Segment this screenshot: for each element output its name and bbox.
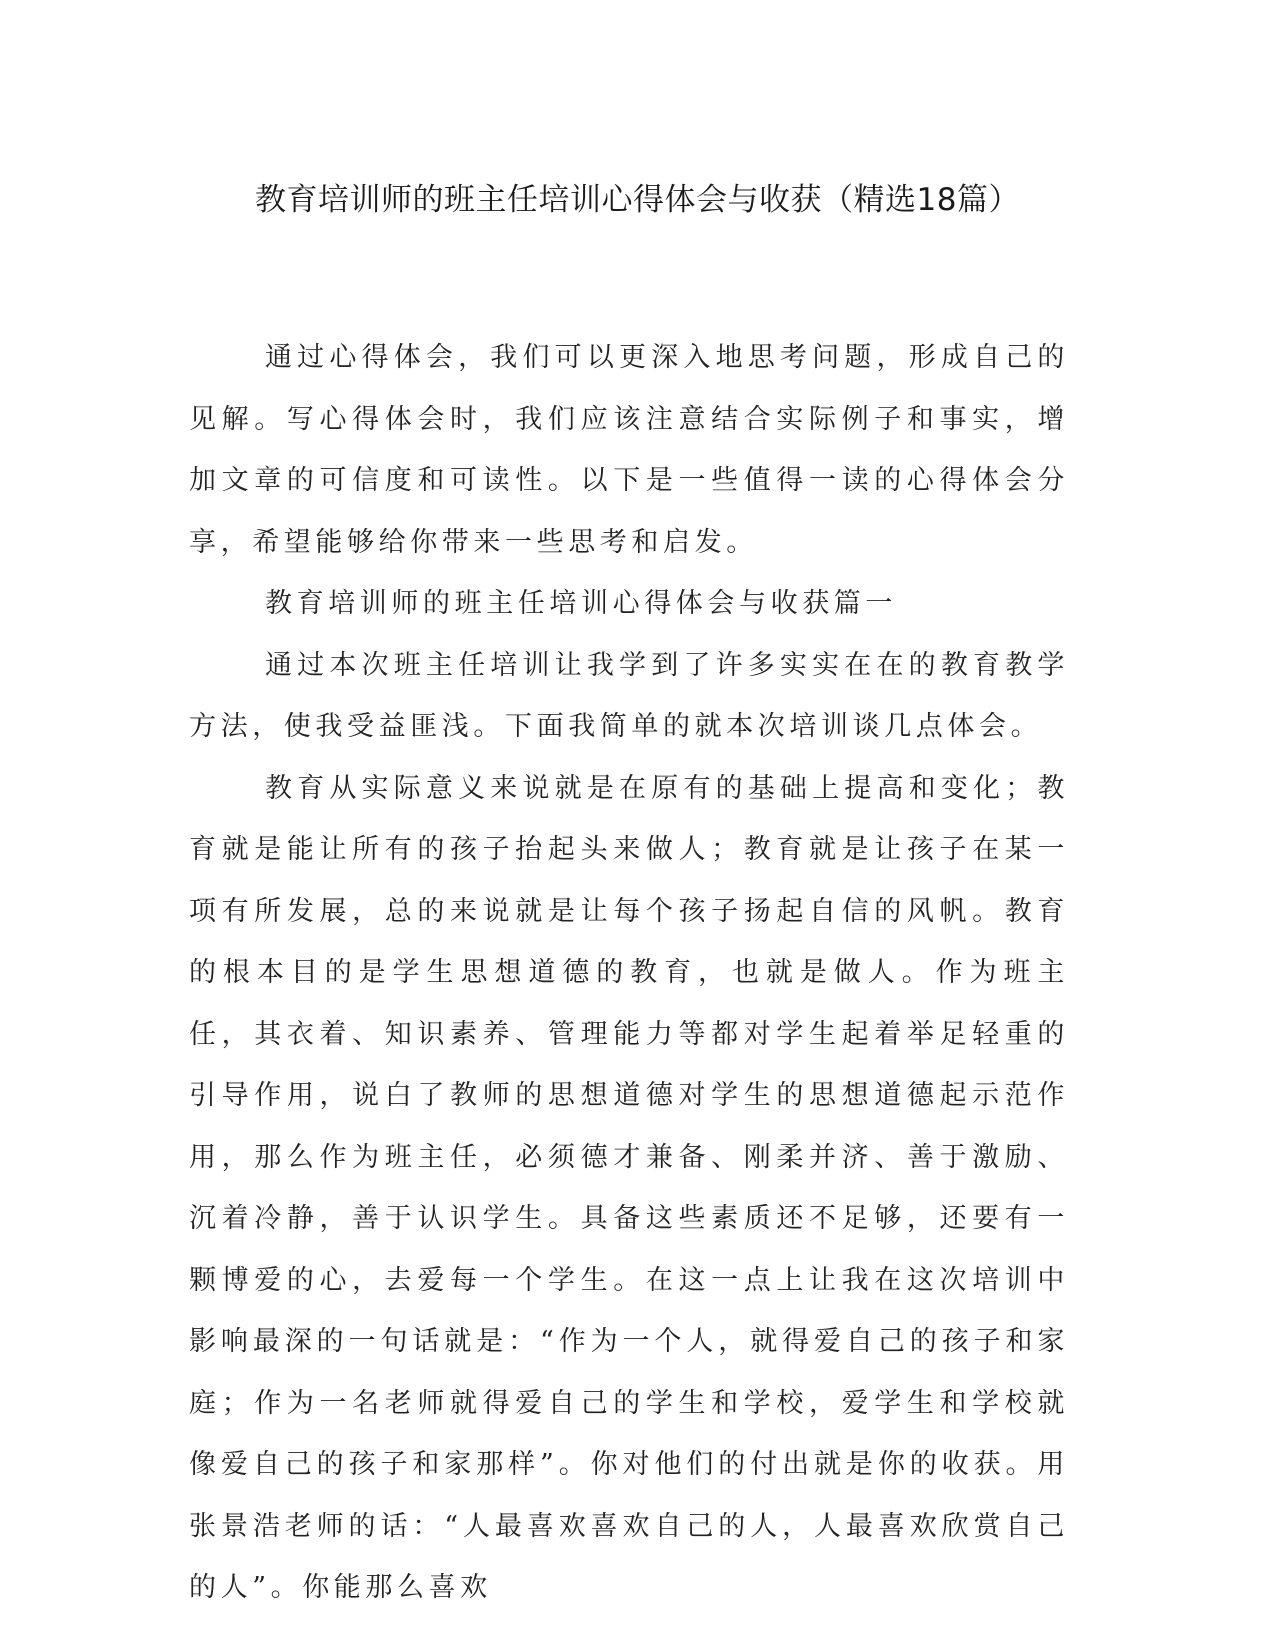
intro-paragraph: 通过心得体会，我们可以更深入地思考问题，形成自己的见解。写心得体会时，我们应该注意结合实际例子和事实，增加文章的可信度和可读性。以下是一些值得一读的心得体会分享，希望能够给你带来一些思考和启发。 xyxy=(189,342,1069,558)
section-heading: 教育培训师的班主任培训心得体会与收获篇一 xyxy=(265,588,897,619)
body-paragraph: 教育从实际意义来说就是在原有的基础上提高和变化；教育就是能让所有的孩子抬起头来做人；教育就是让孩子在某一项有所发展，总的来说就是让每个孩子扬起自信的风帆。教育的根本目的是学生思想道德的教育，也就是做人。作为班主任，其衣着、知识素养、管理能力等都对学生起着举足轻重的引导作用，说白了教师的思想道德对学生的思想道德起示范作用，那么作为班主任，必须德才兼备、刚柔并济、善于激励、沉着冷静，善于认识学生。具备这些素质还不足够，还要有一颗博爱的心，去爱每一个学生。在这一点上让我在这次培训中影响最深的一句话就是：“作为一个人，就得爱自己的孩子和家庭；作为一名老师就得爱自己的学生和学校，爱学生和学校就像爱自己的孩子和家那样”。你对他们的付出就是你的收获。用张景浩老师的话：“人最喜欢喜欢自己的人，人最喜欢欣赏自己的人”。你能那么喜欢 xyxy=(189,772,1069,1603)
body-paragraph: 通过本次班主任培训让我学到了许多实实在在的教育教学方法，使我受益匪浅。下面我简单的就本次培训谈几点体会。 xyxy=(189,649,1069,742)
document-title: 教育培训师的班主任培训心得体会与收获（精选18篇） xyxy=(255,182,1020,218)
document-body xyxy=(189,327,1069,1619)
